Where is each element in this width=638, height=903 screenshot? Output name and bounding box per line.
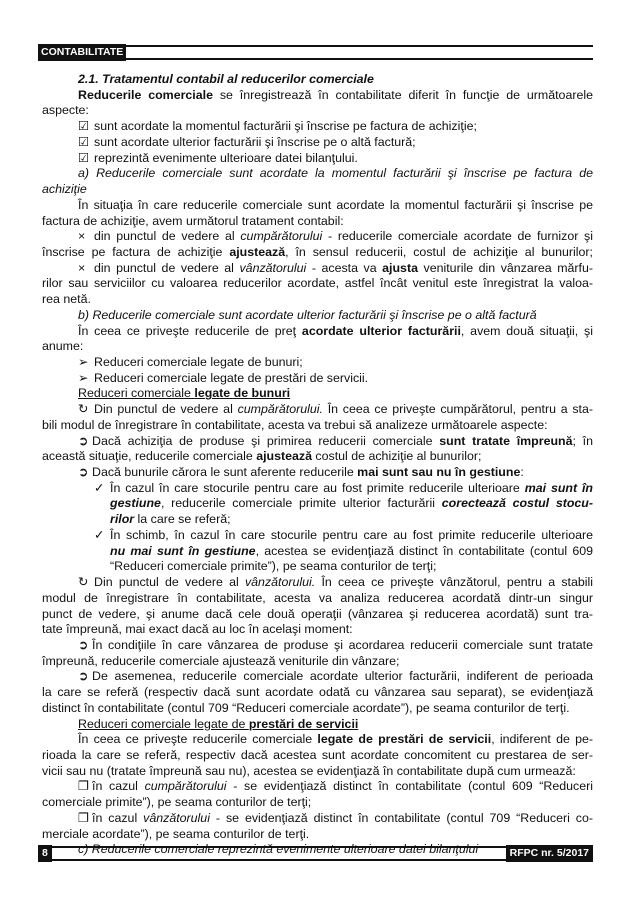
text-run: sunt tratate împreună: [439, 433, 573, 448]
text-line: [42, 291, 102, 307]
text-line: [110, 558, 490, 574]
text-run: acordate ulterior facturării: [301, 323, 461, 338]
text-run: cumpărătorului: [240, 229, 323, 244]
text-line: [78, 87, 593, 103]
text-line: [78, 323, 593, 339]
arrowhead-bullet-icon: ➢: [78, 355, 89, 369]
text-run: c) Reducerile comerciale reprezintă evenimente ulterioare datei bilanţului: [78, 842, 479, 857]
text-run: distinct în contabilitate (contul 709 “Reduceri comerciale acordate”), pe seama conturilor de terţi.: [42, 700, 570, 715]
text-line: [42, 213, 382, 229]
text-run: înscrise pe factura de achiziţie: [42, 244, 230, 259]
text-run: în cazul: [92, 779, 145, 794]
arrowhead-bullet-icon: ➢: [78, 370, 89, 385]
text-run: la care se referă;: [134, 512, 231, 527]
text-run: b) Reducerile comerciale sunt acordate ulterior facturării şi înscrise pe o altă factură: [78, 307, 537, 322]
empty-box-icon: ❐: [78, 779, 90, 794]
text-line: [94, 118, 514, 134]
text-run: cumpărătorului.: [237, 402, 323, 417]
text-run: rioada la care se referă, respectiv dacă acestea sunt acordate concomitent cu prestarea de ser-: [42, 748, 593, 762]
text-line: [110, 495, 593, 511]
text-line: [78, 307, 593, 323]
checkmark-icon: ✓: [94, 480, 105, 495]
text-line: [42, 102, 112, 118]
page-number: 8: [38, 845, 52, 862]
text-line: [94, 260, 593, 276]
text-run: - reducerile comerciale acordate de furnizor şi: [322, 229, 594, 244]
text-line: [42, 794, 402, 810]
text-line: [78, 716, 378, 732]
text-run: În ceea ce priveşte vânzătorul, pentru a stabili: [315, 575, 593, 589]
text-line: [92, 668, 593, 684]
text-run: mai sunt în: [524, 480, 593, 495]
checkbox-icon: ☑: [78, 134, 90, 149]
text-run: ajustează: [229, 244, 286, 259]
text-line: [92, 433, 593, 449]
text-line: [42, 244, 593, 260]
cross-icon: ×: [78, 229, 86, 244]
text-run: - se evidenţiază distinct în contabilitate (contul 709 “Reduceri co-: [209, 810, 593, 825]
text-run: :: [520, 465, 524, 479]
arrow-bullet-icon: ➲: [78, 465, 89, 479]
text-line: [42, 275, 593, 291]
text-run: rilor: [110, 512, 135, 527]
text-run: , indiferent de pe-: [491, 732, 593, 747]
text-run: “Reduceri comerciale primite”), pe seama conturilor de terţi;: [110, 559, 437, 574]
text-run: cumpărătorului: [144, 779, 227, 794]
text-run: sunt acordate la momentul facturării şi înscrise pe factura de achiziţie;: [94, 119, 477, 134]
text-line: [92, 778, 593, 794]
section-tag: CONTABILITATE: [38, 44, 126, 61]
text-run: ajustează: [256, 449, 312, 464]
text-run: vicii sau nu (tratate împreună sau nu), acestea se evidenţiază în contabilitate după cum urmează:: [42, 763, 576, 778]
text-run: din punctul de vedere al: [94, 229, 241, 244]
text-run: anume:: [42, 339, 84, 354]
text-run: nu mai sunt în gestiune: [110, 543, 256, 558]
text-run: - se evidenţiază distinct în contabilitate (contul 609 “Reduceri: [226, 779, 594, 794]
publication-label: RFPC nr. 5/2017: [506, 845, 593, 862]
text-run: rilor sau serviciilor cu valoarea reducerilor acordate, astfel încât venitul este înregistrat la valoa-: [42, 276, 593, 291]
text-line: [78, 165, 593, 181]
text-run: reprezintă evenimente ulterioare datei bilanţului.: [94, 150, 358, 165]
text-run: Reducerile comerciale: [78, 87, 213, 102]
text-run: în cazul: [92, 810, 144, 825]
text-run: aspecte:: [42, 103, 89, 118]
text-run: rea netă.: [42, 292, 91, 307]
text-run: se înregistrează în contabilitate diferit în funcţie de următoarele: [212, 87, 593, 102]
text-run: Din punctul de vedere al: [94, 402, 238, 417]
text-run: legate de prestări de servicii: [317, 732, 492, 747]
text-run: Reduceri comerciale legate de bunuri;: [94, 355, 303, 369]
text-line: [94, 354, 354, 370]
text-run: , reducerile comerciale primite ulterior facturării: [160, 496, 442, 511]
text-run: factura de achiziţie, avem următorul tratament contabil:: [42, 213, 344, 228]
text-line: [110, 543, 593, 559]
text-run: gestiune: [110, 496, 161, 511]
text-run: bili modul de înregistrare în contabilitate, acesta va trebui să analizeze următoarele aspecte:: [42, 417, 548, 432]
text-line: [42, 606, 593, 622]
text-run: tate împreună, mai exact dacă au loc în acelaşi moment:: [42, 622, 353, 637]
text-run: În schimb, în cazul în care stocurile pentru care au fost primite reducerile ulterioare: [110, 527, 593, 542]
text-run: , acestea se evidenţiază distinct în contabilitate (contul 609: [255, 543, 594, 558]
text-run: Dacă achiziţia de produse şi primirea reducerii comerciale: [92, 433, 440, 448]
text-line: [94, 150, 414, 166]
text-run: , în sensul reducerii, costul de achiziţie al bunurilor;: [285, 244, 593, 259]
text-run: sunt acordate ulterior facturării şi înscrise pe o altă factură;: [94, 134, 416, 149]
text-line: [92, 810, 593, 826]
text-run: la care se referă (respectiv dacă sunt acordate odată cu vânzarea sau separat), se evidenţiază: [42, 685, 593, 700]
text-line: [42, 747, 593, 763]
text-line: [94, 574, 593, 590]
text-run: prestări de servicii: [248, 716, 359, 731]
text-line: [78, 385, 318, 401]
text-run: achiziţie: [42, 182, 87, 196]
text-run: În ceea ce priveşte reducerile comerciale: [78, 732, 318, 747]
text-run: veniturile din vânzarea mărfu-: [417, 260, 593, 275]
text-run: ajusta: [382, 260, 418, 275]
checkbox-icon: ☑: [78, 150, 90, 165]
text-line: [42, 590, 593, 606]
text-run: În ceea ce priveşte cumpărătorul, pentru a sta-: [322, 402, 593, 417]
text-run: În ceea ce priveşte reducerile de preţ: [78, 323, 302, 338]
text-run: Dacă bunurile cărora le sunt aferente reducerile: [92, 465, 358, 479]
text-line: [42, 448, 482, 464]
text-run: vânzătorului: [143, 810, 210, 825]
text-line: [110, 480, 593, 496]
cross-icon: ×: [78, 260, 86, 275]
text-line: [78, 71, 428, 87]
text-run: corectează costul stocu-: [441, 496, 593, 511]
checkmark-icon: ✓: [94, 527, 105, 542]
text-run: împreună, reducerile comerciale ajustează veniturile din vânzare;: [42, 653, 400, 668]
empty-box-icon: ❐: [78, 810, 90, 825]
text-run: merciale acordate”), pe seama conturilor de terţi.: [42, 826, 310, 841]
arrow-bullet-icon: ➲: [78, 637, 89, 652]
text-run: legate de bunuri: [194, 386, 291, 401]
text-line: [42, 826, 362, 842]
text-line: [42, 763, 593, 779]
text-run: În cazul în care stocurile pentru care au fost primite reducerile ulterioare: [110, 480, 525, 495]
text-run: vânzătorului: [239, 260, 307, 275]
text-run: De asemenea, reducerile comerciale acordate ulterior facturării, indiferent de perioada: [92, 669, 593, 684]
text-run: comerciale primite”), pe seama conturilor de terţi;: [42, 795, 312, 810]
text-line: [92, 464, 552, 480]
text-line: [110, 527, 593, 543]
text-run: această situaţie, reducerile comerciale: [42, 449, 257, 464]
text-run: În condiţiile în care vânzarea de produse şi acordarea reducerii comerciale sunt tratate: [92, 637, 593, 652]
text-run: Reduceri comerciale legate de: [78, 716, 249, 731]
text-line: [94, 401, 593, 417]
text-run: a) Reducerile comerciale sunt acordate la momentul facturării şi înscrise pe factura de: [78, 166, 593, 181]
text-run: punct de vedere, şi anume dacă cele două operaţii (vânzarea şi reducerea acordată) sunt tra-: [42, 606, 593, 621]
text-line: [42, 417, 593, 433]
text-line: [94, 134, 474, 150]
text-run: ; în: [572, 433, 594, 448]
text-run: costul de achiziţie al bunurilor;: [311, 449, 482, 464]
text-line: [110, 511, 270, 527]
circle-arrow-icon: ↻: [78, 575, 89, 589]
text-run: mai sunt sau nu în gestiune: [357, 465, 521, 479]
text-line: [42, 338, 102, 354]
text-line: [42, 684, 593, 700]
text-run: , avem două situaţii, şi: [460, 323, 593, 338]
arrow-bullet-icon: ➲: [78, 433, 89, 448]
text-line: [94, 228, 593, 244]
text-line: [42, 181, 122, 197]
text-run: În situaţia în care reducerile comerciale sunt acordate la momentul facturării şi înscrise pe: [78, 197, 593, 212]
text-line: [78, 731, 593, 747]
text-run: 2.1. Tratamentul contabil al reducerilor comerciale: [78, 72, 374, 86]
text-run: - acesta va: [306, 260, 383, 275]
text-run: Reduceri comerciale: [78, 386, 195, 401]
text-line: [42, 700, 593, 716]
circle-arrow-icon: ↻: [78, 402, 89, 417]
arrow-bullet-icon: ➲: [78, 669, 89, 684]
text-run: Din punctul de vedere al: [94, 575, 245, 589]
text-run: modul de înregistrare în contabilitate, acesta va analiza reducerea acordată dintr-un singur: [42, 590, 593, 605]
text-run: Reduceri comerciale legate de prestări de servicii.: [94, 370, 369, 385]
text-line: [94, 370, 394, 386]
checkbox-icon: ☑: [78, 119, 90, 134]
text-line: [42, 653, 462, 669]
text-run: vânzătorului.: [244, 575, 316, 589]
text-line: [78, 197, 593, 213]
text-line: [42, 621, 422, 637]
text-run: din punctul de vedere al: [94, 260, 240, 275]
text-line: [92, 637, 593, 653]
